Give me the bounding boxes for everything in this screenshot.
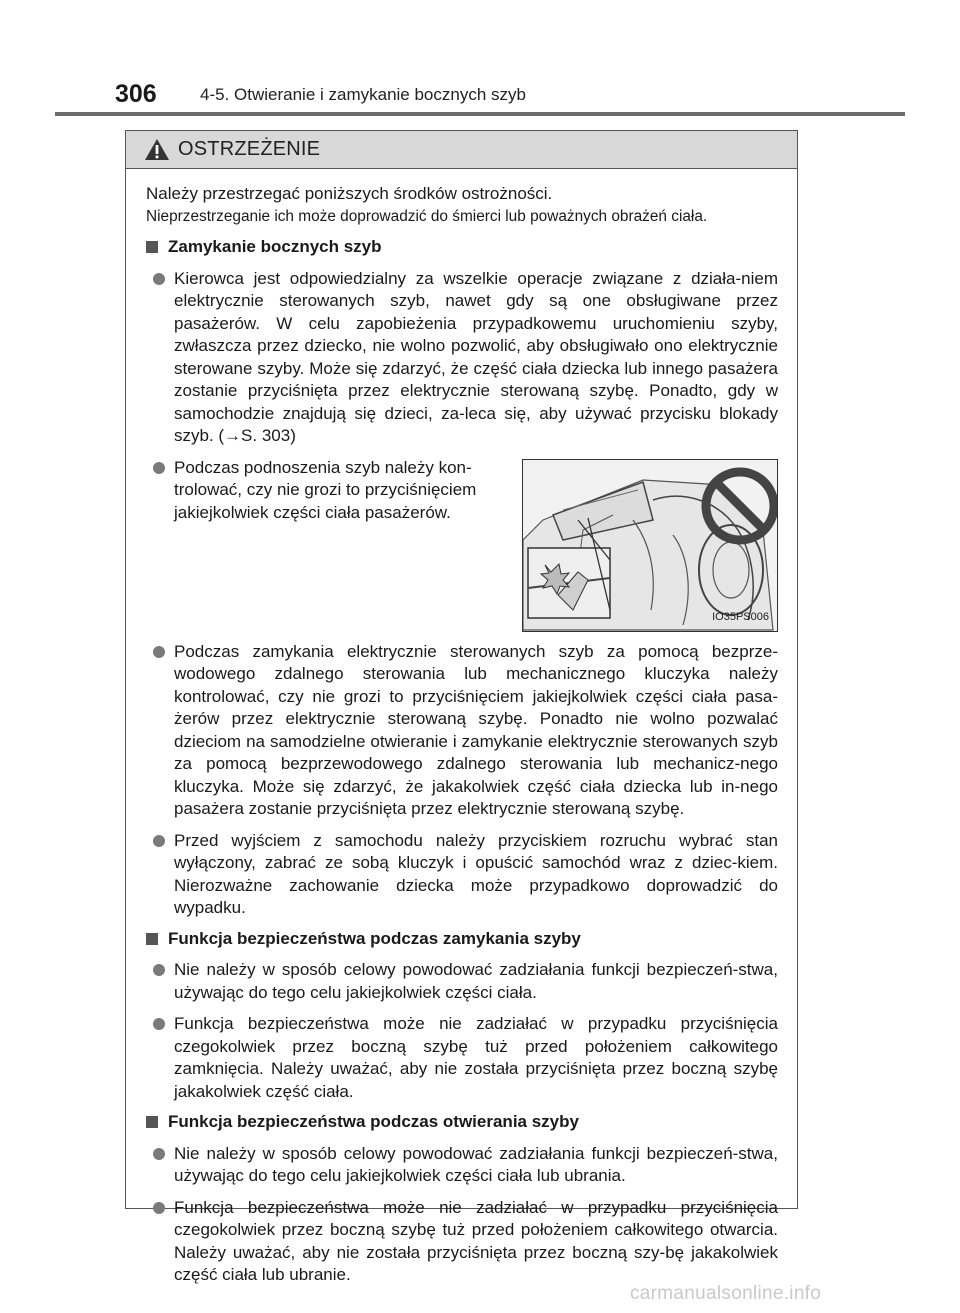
list-item (146, 1197, 778, 1287)
bullet-icon (153, 964, 165, 976)
list-item (146, 1143, 778, 1188)
square-bullet-icon (146, 1116, 158, 1128)
bullet-icon (153, 646, 165, 658)
section-heading-safety-closing (146, 928, 778, 951)
list-item (146, 830, 778, 920)
warning-body (126, 169, 797, 1287)
car-interior-illustration (523, 460, 777, 631)
warning-intro-1: Należy przestrzegać poniższych środków ostrożności. (146, 184, 553, 203)
section-heading-text: Zamykanie bocznych szyb (168, 237, 382, 256)
watermark: carmanualsonline.info (630, 1283, 822, 1304)
section-heading-text: Funkcja bezpieczeństwa podczas zamykania szyby (168, 928, 581, 948)
section-title: 4-5. Otwieranie i zamykanie bocznych szyb (200, 85, 526, 104)
bullet-icon (153, 1202, 165, 1214)
list-item-text: Kierowca jest odpowiedzialny za wszelkie operacje związane z działa-niem elektrycznie sterowanych szyb, nawet gdy są one obsługiwane przez pasażerów. W celu zapobieżenia przypadkowemu uruchomieniu szyby, zwłaszcza przez dziecko, nie wolno pozwolić, aby obsługiwało ono elektrycznie sterowane szyby. Może się zdarzyć, że część ciała dziecka lub innego pasażera zostanie przyciśnięta przez elektrycznie sterowaną szybę. Ponadto, gdy w samochodzie znajdują się dzieci, za-leca się, aby używać przycisku blokady szyb. (→S. 303) (174, 268, 778, 445)
warning-box (125, 130, 798, 1284)
page-number: 306 (115, 80, 157, 108)
square-bullet-icon (146, 241, 158, 253)
warning-title: OSTRZEŻENIE (178, 138, 321, 160)
section-heading-closing (146, 236, 778, 259)
section-heading-text: Funkcja bezpieczeństwa podczas otwierania szyby (168, 1112, 579, 1131)
bullet-icon (153, 835, 165, 847)
list-item-text: Przed wyjściem z samochodu należy przyciskiem rozruchu wybrać stan wyłączony, zabrać ze sobą kluczyk i opuścić samochód wraz z dziec-kiem. Nierozważne zachowanie dziecka może przypadkowo doprowadzić do wypadku. (174, 830, 778, 917)
list-item (146, 641, 778, 821)
list-item-with-figure (146, 457, 778, 632)
list-item (146, 268, 778, 448)
bullet-icon (153, 462, 165, 474)
figure-code: IO35PS006 (712, 611, 769, 623)
illustration-window-pinch (522, 459, 778, 632)
warning-header (126, 131, 797, 169)
bullet-icon (153, 1148, 165, 1160)
list-item (146, 959, 778, 1004)
list-item (146, 1013, 778, 1103)
warning-intro-2: Nieprzestrzeganie ich może doprowadzić do śmierci lub poważnych obrażeń ciała. (146, 207, 708, 225)
bullet-icon (153, 273, 165, 285)
list-item-text: Nie należy w sposób celowy powodować zadziałania funkcji bezpieczeń-stwa, używając do tego celu jakiejkolwiek części ciała lub ubrania. (174, 1143, 778, 1185)
warning-triangle-icon (144, 138, 170, 161)
section-heading-safety-opening (146, 1111, 778, 1134)
list-item-text: Nie należy w sposób celowy powodować zadziałania funkcji bezpieczeń-stwa, używając do tego celu jakiejkolwiek części ciała. (174, 960, 778, 1002)
list-item-text: Podczas zamykania elektrycznie sterowanych szyb za pomocą bezprze-wodowego zdalnego sterowania lub mechanicznego kluczyka należy kontrolować, czy nie grozi to przyciśnięciem jakiejkolwiek części ciała pasa-żerów przez elektrycznie sterowaną szybę. Ponadto nie wolno pozwalać dzieciom na samodzielne otwieranie i zamykanie elektrycznie sterowanych szyb za pomocą bezprzewodowego zdalnego sterowania lub mechanicz-nego kluczyka. Może się zdarzyć, że jakakolwiek część ciała dziecka lub in-nego pasażera zostanie przyciśnięta przez elektrycznie sterowaną szybę. (174, 641, 778, 818)
list-item-text: Funkcja bezpieczeństwa może nie zadziałać w przypadku przyciśnięcia czegokolwiek przez boczną szybę tuż przed położeniem całkowitego zamknięcia. Należy uważać, aby nie została przyciśnięta przez boczną szybę jakakolwiek część ciała. (174, 1014, 778, 1101)
list-item-text: Podczas podnoszenia szyb należy kon-trolować, czy nie grozi to przyciśnięciem jakiejkolwiek części ciała pasażerów. (174, 457, 477, 522)
bullet-icon (153, 1018, 165, 1030)
square-bullet-icon (146, 933, 158, 945)
page-header (0, 0, 960, 118)
header-divider (55, 112, 905, 116)
list-item-text: Funkcja bezpieczeństwa może nie zadziałać w przypadku przyciśnięcia czegokolwiek przez boczną szybę tuż przed położeniem całkowitego otwarcia. Należy uważać, aby nie została przyciśnięta przez boczną szy-bę jakakolwiek część ciała lub ubranie. (174, 1197, 778, 1284)
